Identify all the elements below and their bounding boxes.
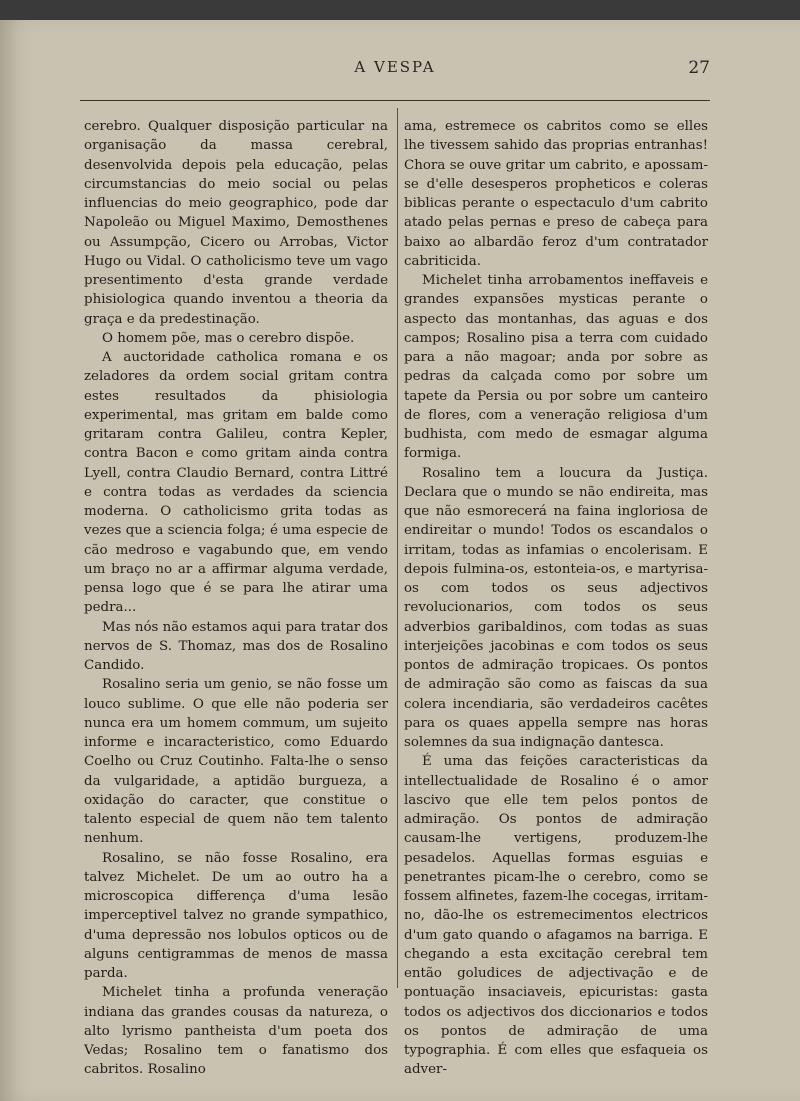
paragraph: cerebro. Qualquer disposição particular na organisação da massa cerebral, desenvolvida depois pela educação, pelas circumstancias do meio social ou pelas influencias do meio geographico, pode dar Napoleão ou Miguel Maximo, Demosthenes ou Assumpção, Cicero ou Arrobas, Victor Hugo ou Vidal. O catholicismo teve um vago presentimento d'esta grande verdade phisiologica quando inventou a theoria da graça e da predestinação. bbox=[84, 119, 388, 327]
paragraph: Rosalino seria um genio, se não fosse um louco sublime. O que elle não poderia ser nunca era um homem commum, um sujeito informe e incaracteristico, como Eduardo Coelho ou Cruz Coutinho. Falta-lhe o senso da vulgaridade, a aptidão burgueza, a oxidação do caracter, que constitue o talento especial de quem não tem talento nenhum. bbox=[84, 677, 388, 847]
running-title: A VESPA bbox=[354, 58, 436, 76]
paragraph: ama, estremece os cabritos como se elles lhe tivessem sahido das proprias entranhas! Chora se ouve gritar um cabrito, e apossam-se d'elle desesperos propheticos e coleras biblicas perante o espectaculo d'um cabrito atado pelas pernas e preso de cabeça para baixo ao albardão feroz d'um contratador cabriticida. bbox=[404, 119, 708, 269]
left-column bbox=[84, 117, 388, 1080]
paragraph: Rosalino, se não fosse Rosalino, era talvez Michelet. De um ao outro ha a microscopica differença d'uma lesão imperceptivel talvez no grande sympathico, d'uma depressão nos lobulos opticos ou de alguns centigrammas de menos de massa parda. bbox=[84, 850, 388, 981]
right-column bbox=[404, 117, 708, 1080]
running-header bbox=[80, 58, 710, 80]
page-number: 27 bbox=[688, 58, 710, 78]
paragraph: Mas nós não estamos aqui para tratar dos nervos de S. Thomaz, mas dos de Rosalino Candido. bbox=[84, 619, 388, 673]
paragraph: É uma das feições caracteristicas da intellectualidade de Rosalino é o amor lascivo que elle tem pelos pontos de admiração. Os pontos de admiração causam-lhe vertigens, produzem-lhe pesadelos. Aquellas formas esguias e penetrantes picam-lhe o cerebro, como se fossem alfinetes, fazem-lhe cocegas, irritam-no, dão-lhe os estremecimentos electricos d'um gato quando o afagamos na barriga. E chegando a esta excitação cerebral tem então goludices de adjectivação e de pontuação insaciaveis, epicuristas: gasta todos os adjectivos dos diccionarios e todos os pontos de admiração de uma typographia. É com elles que esfaqueia os adver- bbox=[404, 754, 708, 1078]
paragraph: Michelet tinha arrobamentos ineffaveis e grandes expansões mysticas perante o aspecto das montanhas, das aguas e dos campos; Rosalino pisa a terra com cuidado para a não magoar; anda por sobre as pedras da calçada como por sobre um tapete da Persia ou por sobre um canteiro de flores, com a veneração religiosa d'um budhista, com medo de esmagar alguma formiga. bbox=[404, 273, 708, 462]
column-divider bbox=[397, 108, 398, 988]
header-rule bbox=[80, 100, 710, 101]
paragraph: A auctoridade catholica romana e os zeladores da ordem social gritam contra estes resultados da phisiologia experimental, mas gritam em balde como gritaram contra Galileu, contra Kepler, contra Bacon e como gritam ainda contra Lyell, contra Claudio Bernard, contra Littré e contra todas as verdades da sciencia moderna. O catholicismo grita todas as vezes que a sciencia folga; é uma especie de cão medroso e vagabundo que, em vendo um braço no ar a affirmar alguma verdade, pensa logo que é se para lhe atirar uma pedra... bbox=[84, 350, 388, 616]
paragraph: O homem põe, mas o cerebro dispõe. bbox=[102, 330, 355, 346]
paragraph: Michelet tinha a profunda veneração indiana das grandes cousas da natureza, o alto lyrismo pantheista d'um poeta dos Vedas; Rosalino tem o fanatismo dos cabritos. Rosalino bbox=[84, 985, 388, 1078]
paragraph: Rosalino tem a loucura da Justiça. Declara que o mundo se não endireita, mas que não esmorecerá na faina ingloriosa de endireitar o mundo! Todos os escandalos o irritam, todas as infamias o encolerisam. E depois fulmina-os, estonteia-os, e martyrisa-os com todos os seus adjectivos revolucionarios, com todos os seus adverbios garibaldinos, com todas as suas interjeições jacobinas e com todos os seus pontos de admiração tropicaes. Os pontos de admiração são como as faiscas da sua colera incendiaria, são verdadeiros cacêtes para os quaes appella sempre nas horas solemnes da sua indignação dantesca. bbox=[404, 465, 708, 750]
